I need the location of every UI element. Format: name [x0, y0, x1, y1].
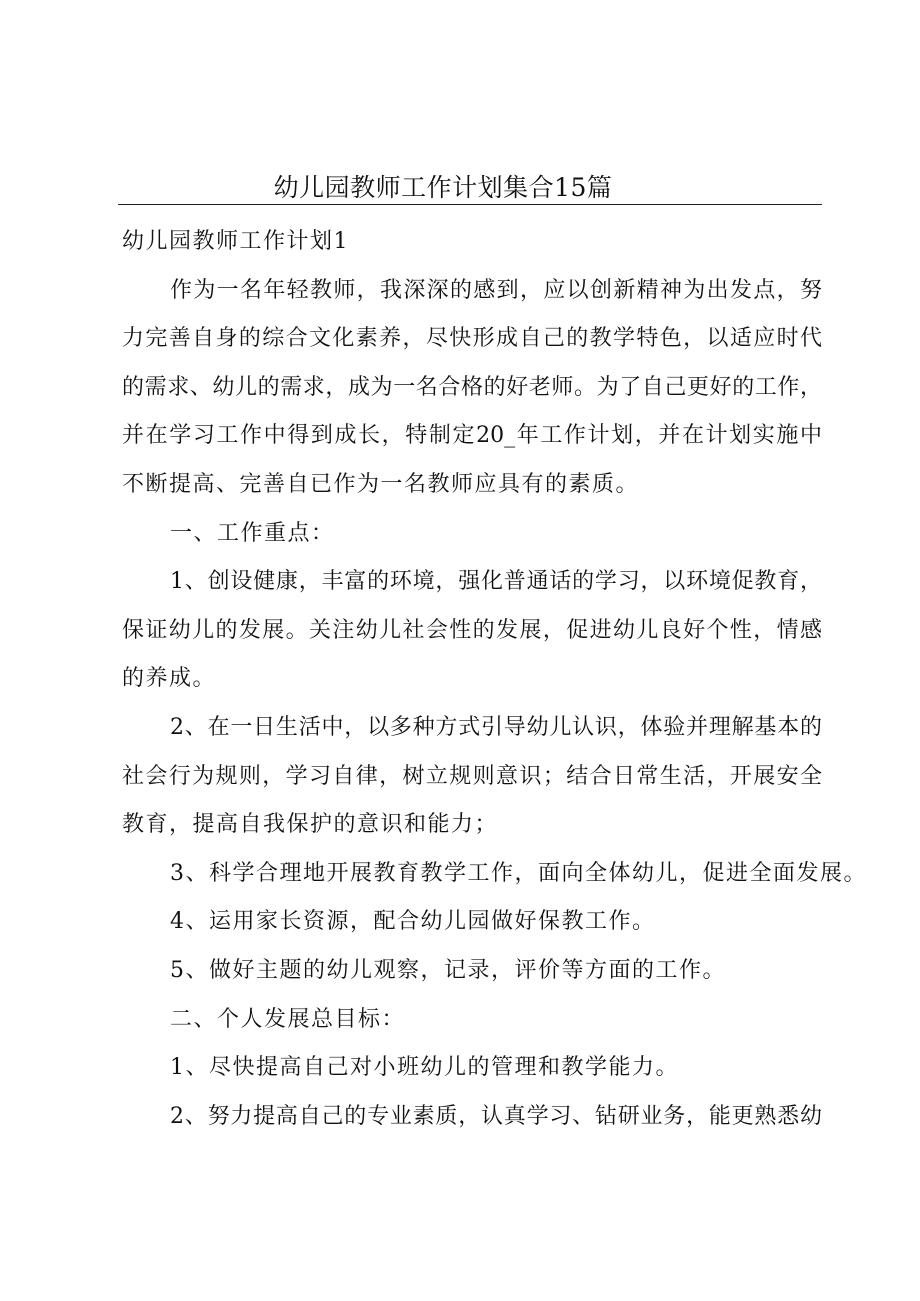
- paragraph: [122, 850, 867, 899]
- paragraph-line: 并在学习工作中得到成长，特制定20_年工作计划，并在计划实施中: [122, 423, 822, 449]
- paragraph-line: 一、工作重点：: [170, 520, 335, 546]
- title-divider: [118, 204, 822, 205]
- paragraph-line: 力完善自身的综合文化素养，尽快形成自己的教学特色，以适应时代: [122, 326, 822, 352]
- paragraph: [122, 1093, 822, 1142]
- paragraph-line: 2、在一日生活中，以多种方式引导幼儿认识，体验并理解基本的: [170, 714, 822, 740]
- section-heading: 幼儿园教师工作计划1: [122, 229, 349, 254]
- paragraph-line: 社会行为规则，学习自律，树立规则意识；结合日常生活，开展安全: [122, 763, 822, 789]
- paragraph-line: 的需求、幼儿的需求，成为一名合格的好老师。为了自己更好的工作，: [122, 374, 822, 400]
- document-title: 幼儿园教师工作计划集合15篇: [273, 173, 613, 202]
- paragraph-line: 不断提高、完善自已作为一名教师应具有的素质。: [122, 471, 640, 497]
- paragraph-line: 教育，提高自我保护的意识和能力；: [122, 812, 499, 838]
- paragraph: [122, 510, 822, 559]
- paragraph-line: 保证幼儿的发展。关注幼儿社会性的发展，促进幼儿良好个性，情感: [122, 617, 822, 643]
- paragraphs: [122, 267, 867, 1142]
- paragraph-line: 3、科学合理地开展教育教学工作，面向全体幼儿，促进全面发展。: [170, 860, 867, 886]
- paragraph: [122, 558, 822, 704]
- paragraph-line: 2、努力提高自己的专业素质，认真学习、钻研业务，能更熟悉幼: [170, 1103, 822, 1129]
- document-body: [122, 218, 867, 1141]
- paragraph-line: 4、运用家长资源，配合幼儿园做好保教工作。: [170, 909, 656, 935]
- paragraph-line: 1、尽快提高自己对小班幼儿的管理和教学能力。: [170, 1055, 679, 1081]
- paragraph-line: 的养成。: [122, 666, 217, 692]
- paragraph-line: 作为一名年轻教师，我深深的感到，应以创新精神为出发点，努: [170, 277, 822, 303]
- paragraph: [122, 898, 822, 947]
- paragraph: [122, 267, 822, 510]
- paragraph: [122, 1044, 822, 1093]
- paragraph-line: 5、做好主题的幼儿观察，记录，评价等方面的工作。: [170, 957, 726, 983]
- paragraph-line: 二、个人发展总目标：: [170, 1006, 406, 1032]
- paragraph: [122, 996, 822, 1045]
- paragraph: [122, 947, 822, 996]
- paragraph-line: 1、创设健康，丰富的环境，强化普通话的学习，以环境促教育，: [170, 569, 822, 595]
- paragraph: [122, 704, 822, 850]
